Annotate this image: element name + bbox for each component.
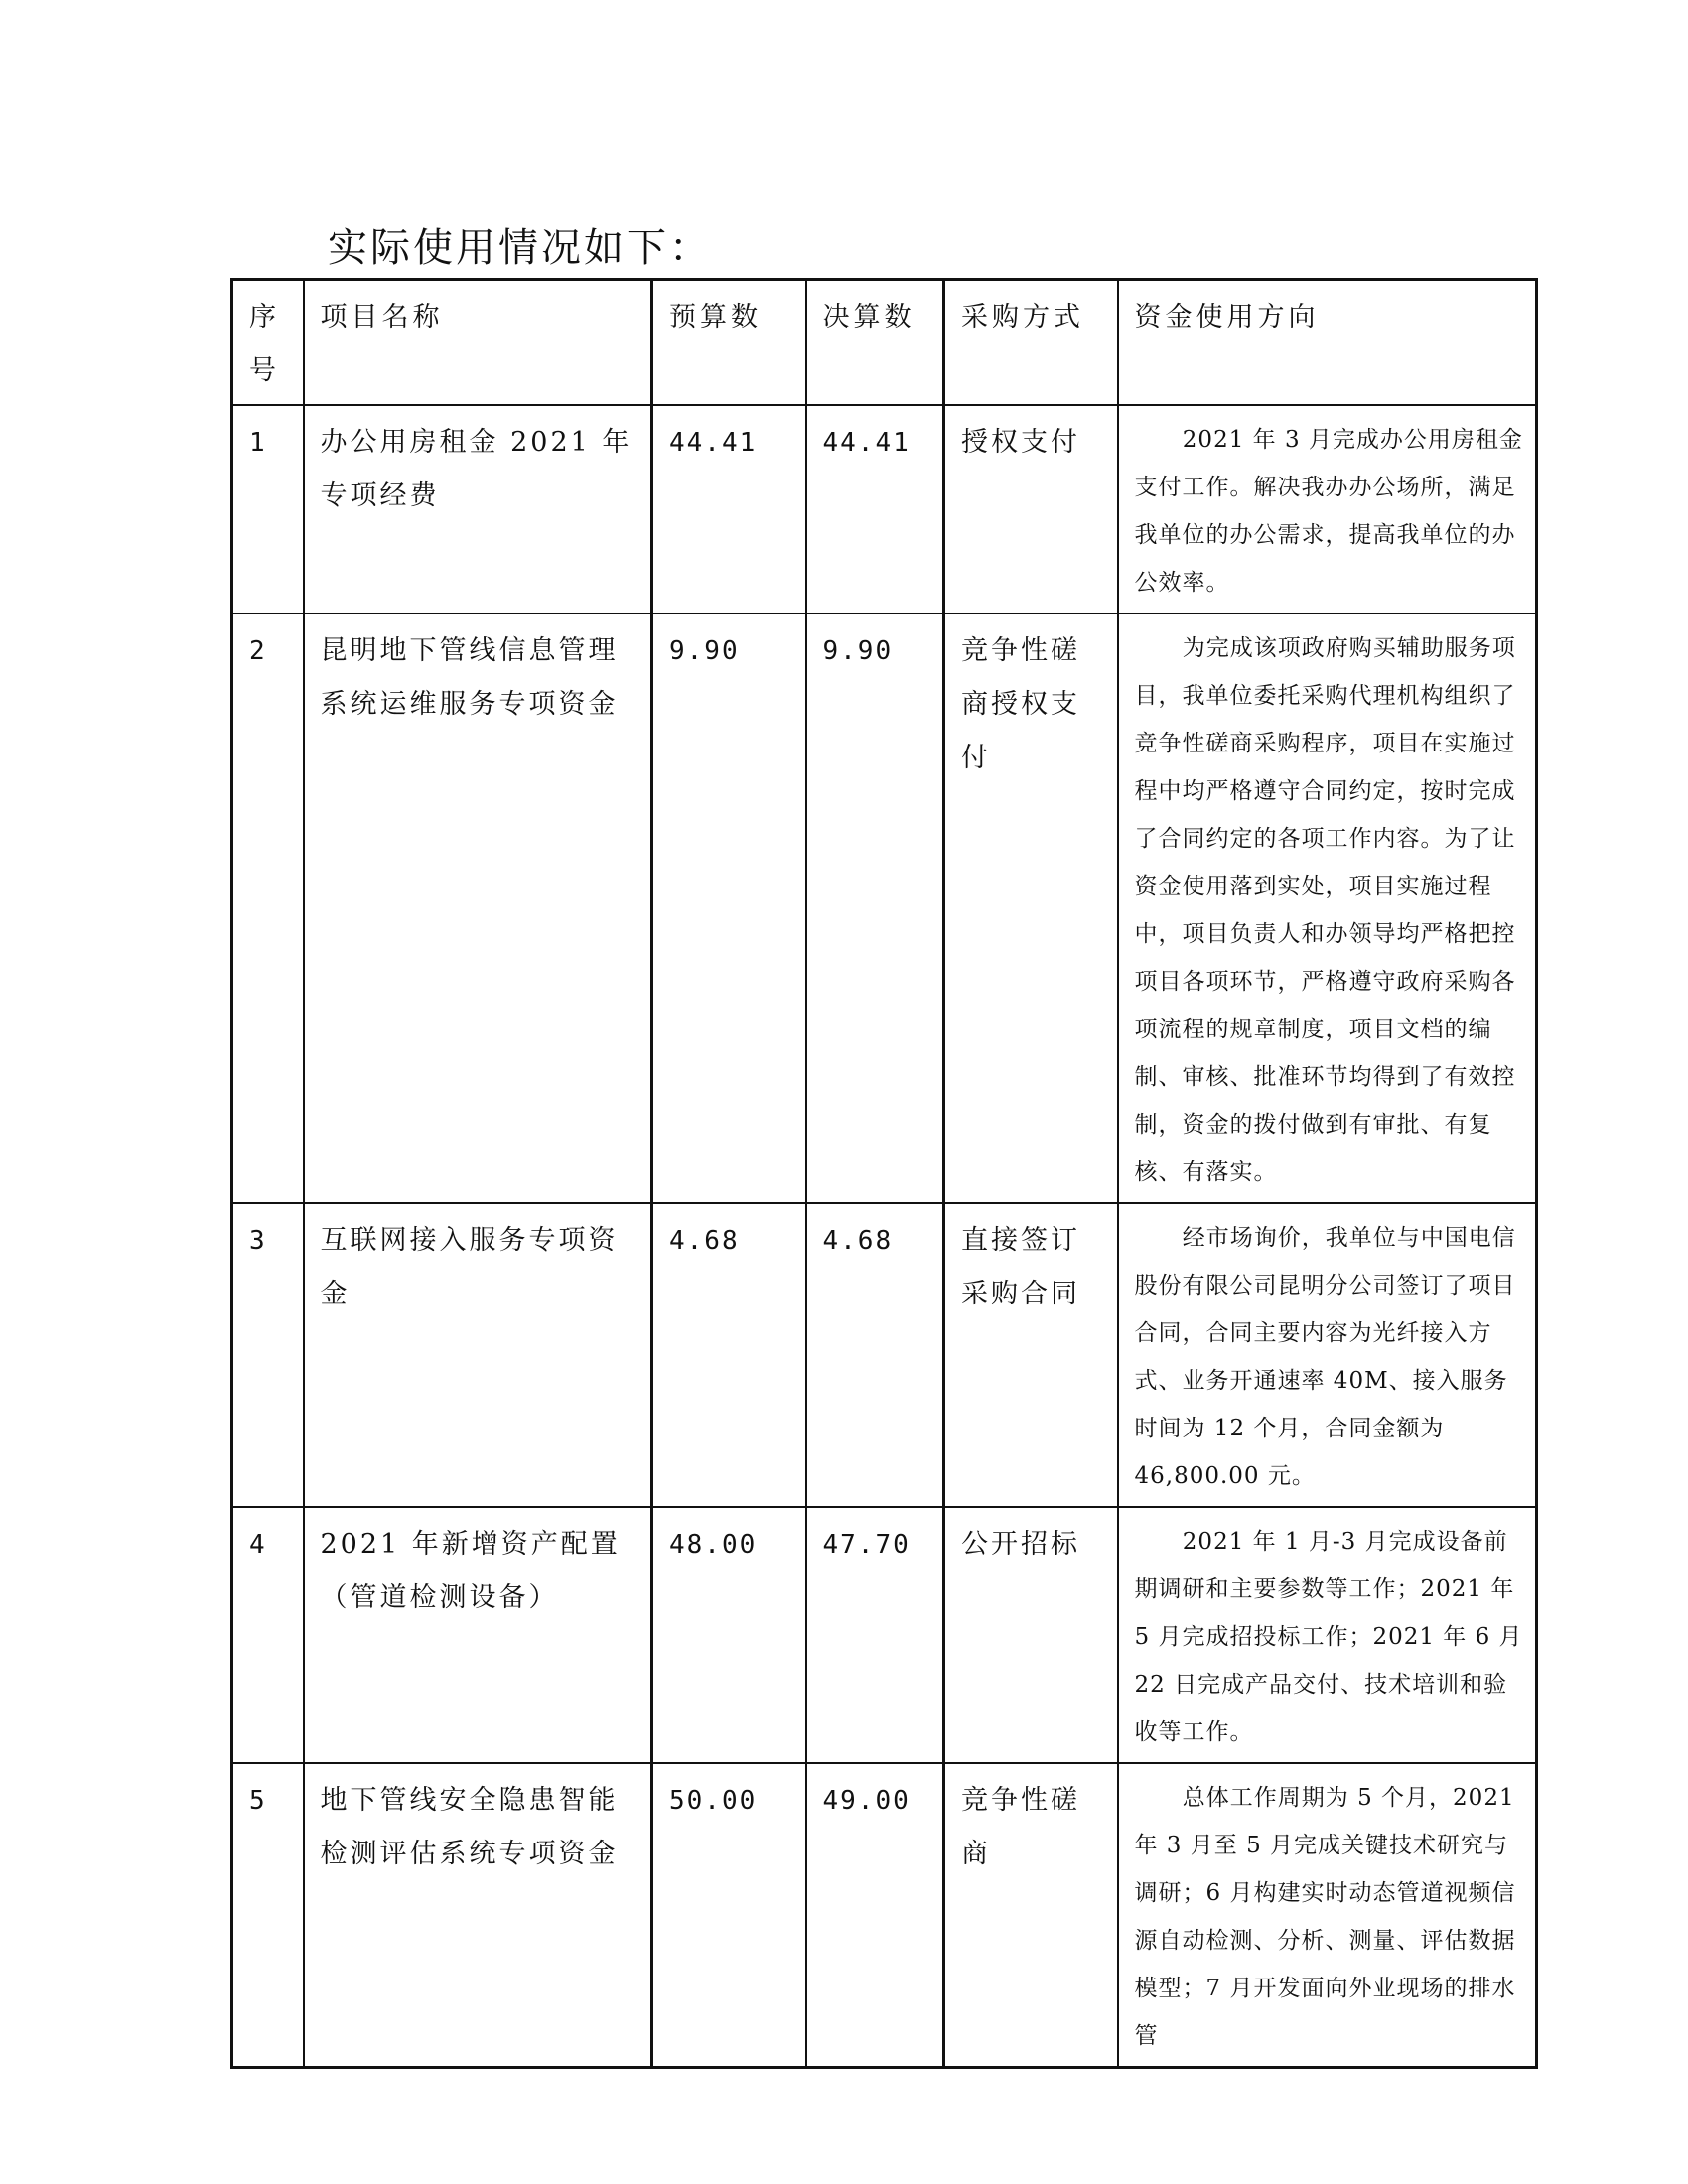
row-final-account: 49.00: [806, 1763, 944, 2068]
header-project-name: 项目名称: [304, 280, 652, 406]
row-fund-use: 2021 年 3 月完成办公用房租金支付工作。解决我办办公场所，满足我单位的办公需求，提高我单位的办公效率。: [1118, 405, 1537, 614]
table-row: [232, 1507, 1537, 1763]
row-procurement-method: 公开招标: [944, 1507, 1118, 1763]
row-procurement-method: 直接签订采购合同: [944, 1203, 1118, 1507]
table-row: [232, 614, 1537, 1203]
header-fund-use: 资金使用方向: [1118, 280, 1537, 406]
header-budget: 预算数: [652, 280, 806, 406]
row-seq: 1: [232, 405, 304, 614]
header-final-account: 决算数: [806, 280, 944, 406]
header-seq: 序号: [232, 280, 304, 406]
table-row: [232, 1763, 1537, 2068]
row-project-name: 地下管线安全隐患智能检测评估系统专项资金: [304, 1763, 652, 2068]
row-final-account: 47.70: [806, 1507, 944, 1763]
header-procurement-method: 采购方式: [944, 280, 1118, 406]
fund-usage-table: [230, 278, 1538, 2069]
row-project-name: 昆明地下管线信息管理系统运维服务专项资金: [304, 614, 652, 1203]
page-heading: 实际使用情况如下：: [328, 225, 712, 271]
row-fund-use: 总体工作周期为 5 个月，2021 年 3 月至 5 月完成关键技术研究与调研；6 月构建实时动态管道视频信源自动检测、分析、测量、评估数据模型；7 月开发面向外业现场的排水管: [1118, 1763, 1537, 2068]
row-seq: 2: [232, 614, 304, 1203]
row-procurement-method: 竞争性磋商: [944, 1763, 1118, 2068]
row-seq: 3: [232, 1203, 304, 1507]
row-fund-use: 经市场询价，我单位与中国电信股份有限公司昆明分公司签订了项目合同，合同主要内容为光纤接入方式、业务开通速率 40M、接入服务时间为 12 个月，合同金额为 46,800.00 元。: [1118, 1203, 1537, 1507]
row-procurement-method: 授权支付: [944, 405, 1118, 614]
table-row: [232, 1203, 1537, 1507]
table-header-row: [232, 280, 1537, 406]
row-fund-use: 为完成该项政府购买辅助服务项目，我单位委托采购代理机构组织了竞争性磋商采购程序，项目在实施过程中均严格遵守合同约定，按时完成了合同约定的各项工作内容。为了让资金使用落到实处，项目实施过程中，项目负责人和办领导均严格把控项目各项环节，严格遵守政府采购各项流程的规章制度，项目文档的编制、审核、批准环节均得到了有效控制，资金的拨付做到有审批、有复核、有落实。: [1118, 614, 1537, 1203]
row-final-account: 4.68: [806, 1203, 944, 1507]
row-project-name: 办公用房租金 2021 年专项经费: [304, 405, 652, 614]
row-procurement-method: 竞争性磋商授权支付: [944, 614, 1118, 1203]
table-row: [232, 405, 1537, 614]
row-budget: 48.00: [652, 1507, 806, 1763]
row-budget: 50.00: [652, 1763, 806, 2068]
row-final-account: 44.41: [806, 405, 944, 614]
row-project-name: 2021 年新增资产配置（管道检测设备）: [304, 1507, 652, 1763]
row-final-account: 9.90: [806, 614, 944, 1203]
row-budget: 4.68: [652, 1203, 806, 1507]
row-seq: 5: [232, 1763, 304, 2068]
row-budget: 44.41: [652, 405, 806, 614]
row-seq: 4: [232, 1507, 304, 1763]
row-budget: 9.90: [652, 614, 806, 1203]
row-project-name: 互联网接入服务专项资金: [304, 1203, 652, 1507]
row-fund-use: 2021 年 1 月-3 月完成设备前期调研和主要参数等工作；2021 年 5 月完成招投标工作；2021 年 6 月 22 日完成产品交付、技术培训和验收等工作。: [1118, 1507, 1537, 1763]
